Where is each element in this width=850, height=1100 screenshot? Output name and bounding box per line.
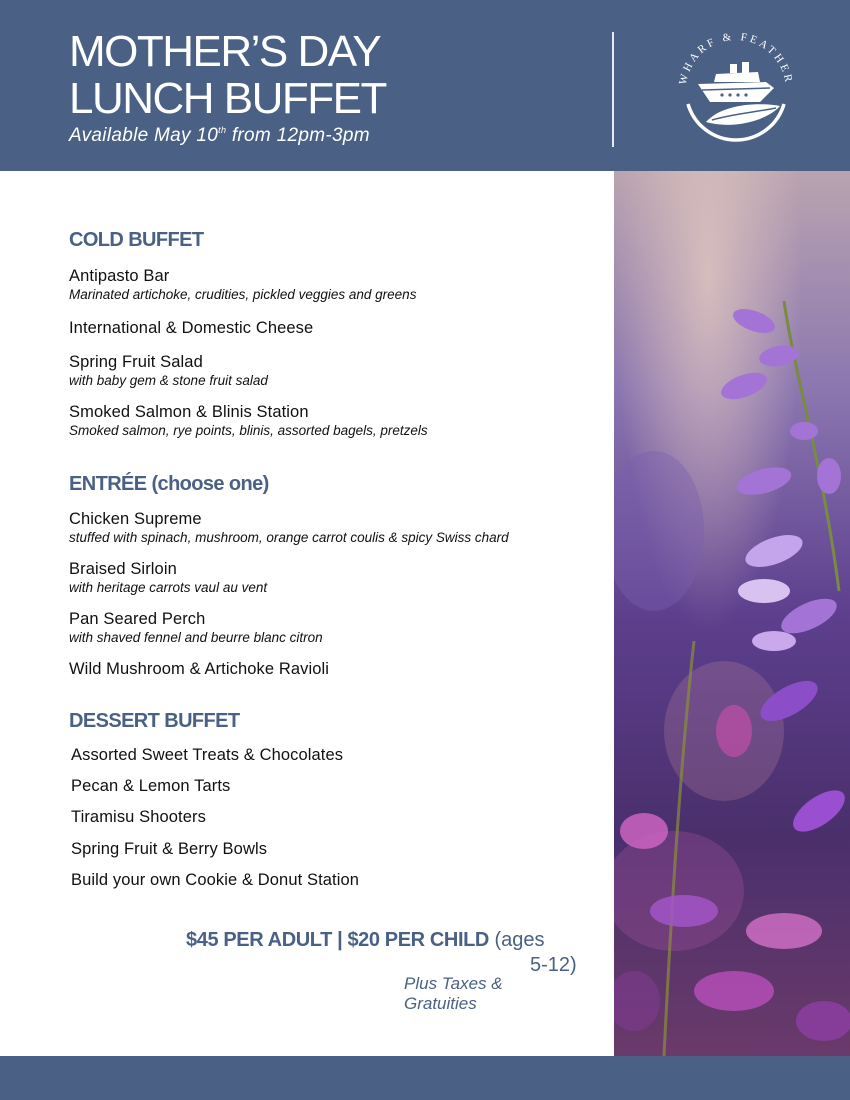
header-banner <box>0 0 850 171</box>
footer-bar <box>0 1056 850 1100</box>
menu-item-name: Spring Fruit Salad <box>69 353 203 371</box>
header-divider <box>612 32 614 147</box>
menu-item-description: stuffed with spinach, mushroom, orange carrot coulis & spicy Swiss chard <box>69 530 509 545</box>
availability-date: Available May 10 <box>69 125 219 146</box>
menu-item <box>69 352 268 389</box>
cold-buffet-heading: COLD BUFFET <box>69 229 204 251</box>
price-line <box>186 928 586 953</box>
dessert-item: Assorted Sweet Treats & Chocolates <box>71 746 344 764</box>
date-suffix: th <box>218 125 227 135</box>
menu-item-description: with baby gem & stone fruit salad <box>69 373 268 388</box>
dessert-item: Spring Fruit & Berry Bowls <box>71 840 268 858</box>
menu-item-name: Pan Seared Perch <box>69 610 206 628</box>
menu-item-description: Smoked salmon, rye points, blinis, assorted bagels, pretzels <box>69 423 428 438</box>
menu-item <box>69 266 416 303</box>
availability-subtitle <box>69 125 370 147</box>
purple-flowers-photo <box>614 171 850 1056</box>
ages-range: 5-12) <box>530 954 577 976</box>
menu-item-description: Marinated artichoke, crudities, pickled veggies and greens <box>69 287 417 302</box>
dessert-item: Build your own Cookie & Donut Station <box>71 871 360 889</box>
taxes-note: Plus Taxes & Gratuities <box>404 974 503 1013</box>
menu-item-name: Braised Sirloin <box>69 560 177 578</box>
menu-item-name: Chicken Supreme <box>69 510 202 528</box>
ship-feather-logo-icon <box>672 24 800 152</box>
title-line-1: MOTHER’S DAY <box>69 27 381 76</box>
entree-heading: ENTRÉE (choose one) <box>69 473 269 495</box>
dessert-item: Tiramisu Shooters <box>71 808 206 826</box>
menu-item-name: International & Domestic Cheese <box>69 319 314 337</box>
menu-item-name: Smoked Salmon & Blinis Station <box>69 403 309 421</box>
menu-item-name: Wild Mushroom & Artichoke Ravioli <box>69 660 330 678</box>
menu-item <box>69 318 313 338</box>
availability-time: from 12pm-3pm <box>226 125 370 146</box>
dessert-item: Pecan & Lemon Tarts <box>71 777 231 795</box>
menu-item <box>69 402 428 439</box>
menu-item-description: with shaved fennel and beurre blanc citron <box>69 630 323 645</box>
logo-text: WHARF & FEATHER <box>677 30 795 86</box>
ages-label: (ages <box>488 929 545 951</box>
menu-item <box>69 559 267 596</box>
menu-item <box>69 659 329 679</box>
page-title <box>69 28 386 122</box>
dessert-heading: DESSERT BUFFET <box>69 710 240 732</box>
menu-item <box>69 509 509 546</box>
menu-item-description: with heritage carrots vaul au vent <box>69 580 268 595</box>
menu-item-name: Antipasto Bar <box>69 267 170 285</box>
menu-item <box>69 609 323 646</box>
price-amounts: $45 PER ADULT | $20 PER CHILD <box>186 929 489 951</box>
title-line-2: LUNCH BUFFET <box>69 74 386 123</box>
